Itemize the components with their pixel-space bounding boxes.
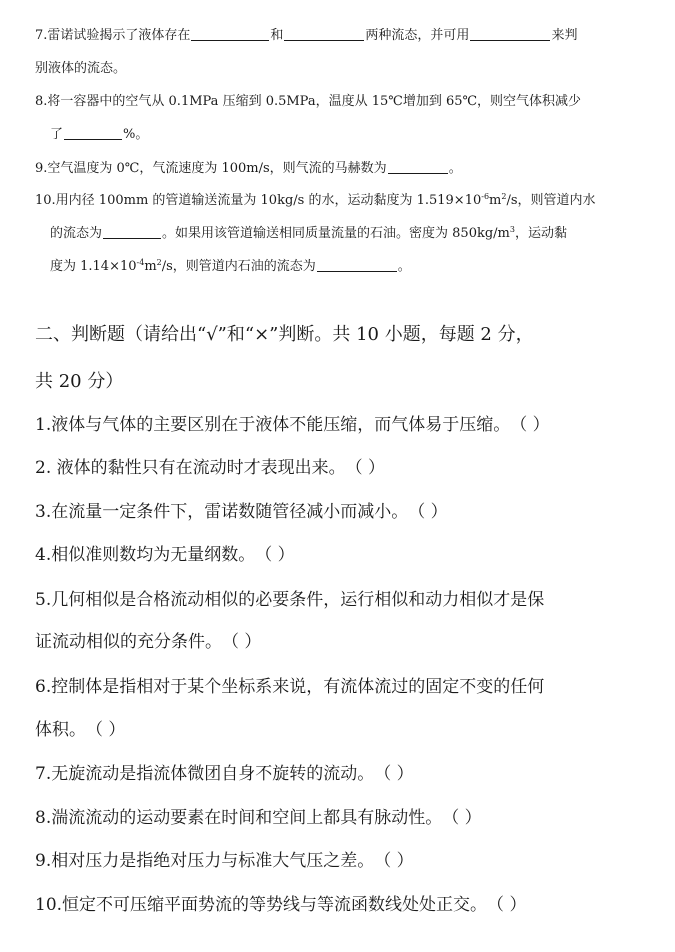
judge-question-1: 1.液体与气体的主要区别在于液体不能压缩，而气体易于压缩。（ ） [35,415,550,435]
fill-question-8-line-1: 8.将一容器中的空气从 0.1MPa 压缩到 0.5MPa，温度从 15℃增加到 65℃，则空气体积减少 [35,94,582,109]
answer-blank[interactable] [470,26,550,41]
answer-blank[interactable] [103,224,161,239]
judge-question-10: 10.恒定不可压缩平面势流的等势线与等流函数线处处正交。（ ） [35,895,527,915]
fill-question-7-line-2: 别液体的流态。 [35,61,127,76]
fill-question-8-line-2: 了 %。 [50,127,149,142]
judge-question-5-line-2: 证流动相似的充分条件。（ ） [35,632,262,652]
answer-paren[interactable]: （ ） [345,458,386,478]
fill-question-10-line-2: 的流态为 。如果用该管道输送相同质量流量的石油。密度为 $850kg/m^3$，运动黏 [50,225,567,241]
answer-paren[interactable]: （ ） [442,808,482,828]
judge-question-2: 2. 液体的黏性只有在流动时才表现出来。（ ） [35,458,386,478]
answer-blank[interactable] [388,159,448,174]
judge-question-6-line-2: 体积。（ ） [35,720,126,740]
fill-question-7-line-1: 7.雷诺试验揭示了液体存在 和 两种流态，并可用 来判 [35,28,578,43]
judge-question-6-line-1: 6.控制体是指相对于某个坐标系来说，有流体流过的固定不变的任何 [35,677,545,697]
judge-question-5-line-1: 5.几何相似是合格流动相似的必要条件，运行相似和动力相似才是保 [35,590,545,610]
fill-question-9: 9.空气温度为 0℃，气流速度为 100m/s，则气流的马赫数为 。 [35,161,462,176]
answer-paren[interactable]: （ ） [222,632,262,652]
judge-question-8: 8.湍流流动的运动要素在时间和空间上都具有脉动性。（ ） [35,808,482,828]
answer-paren[interactable]: （ ） [374,851,414,871]
judge-question-3: 3.在流量一定条件下，雷诺数随管径减小而减小。（ ） [35,502,448,522]
answer-blank[interactable] [191,26,269,41]
judge-question-4: 4.相似准则数均为无量纲数。（ ） [35,545,295,565]
answer-paren[interactable]: （ ） [86,720,126,740]
fill-question-10-line-3: 度为 $1.14\times 10^{-4}m^2/s$，则管道内石油的流态为 。 [50,258,411,274]
answer-blank[interactable] [284,26,364,41]
answer-paren[interactable]: （ ） [255,545,295,565]
answer-paren[interactable]: （ ） [510,415,550,435]
section-2-heading-line-1: 二、判断题（请给出“√”和“×”判断。共 10 小题，每题 2 分， [35,324,534,345]
section-2-heading-line-2: 共 20 分） [35,371,124,392]
answer-blank[interactable] [317,257,397,272]
answer-blank[interactable] [64,125,122,140]
answer-paren[interactable]: （ ） [408,502,448,522]
judge-question-7: 7.无旋流动是指流体微团自身不旋转的流动。（ ） [35,764,414,784]
answer-paren[interactable]: （ ） [374,764,414,784]
fill-question-10-line-1: 10.用内径 100mm 的管道输送流量为 10kg/s 的水，运动黏度为 $1.519\times 10^{-6}m^2/s$，则管道内水 [35,192,596,208]
answer-paren[interactable]: （ ） [487,895,527,915]
judge-question-9: 9.相对压力是指绝对压力与标准大气压之差。（ ） [35,851,414,871]
